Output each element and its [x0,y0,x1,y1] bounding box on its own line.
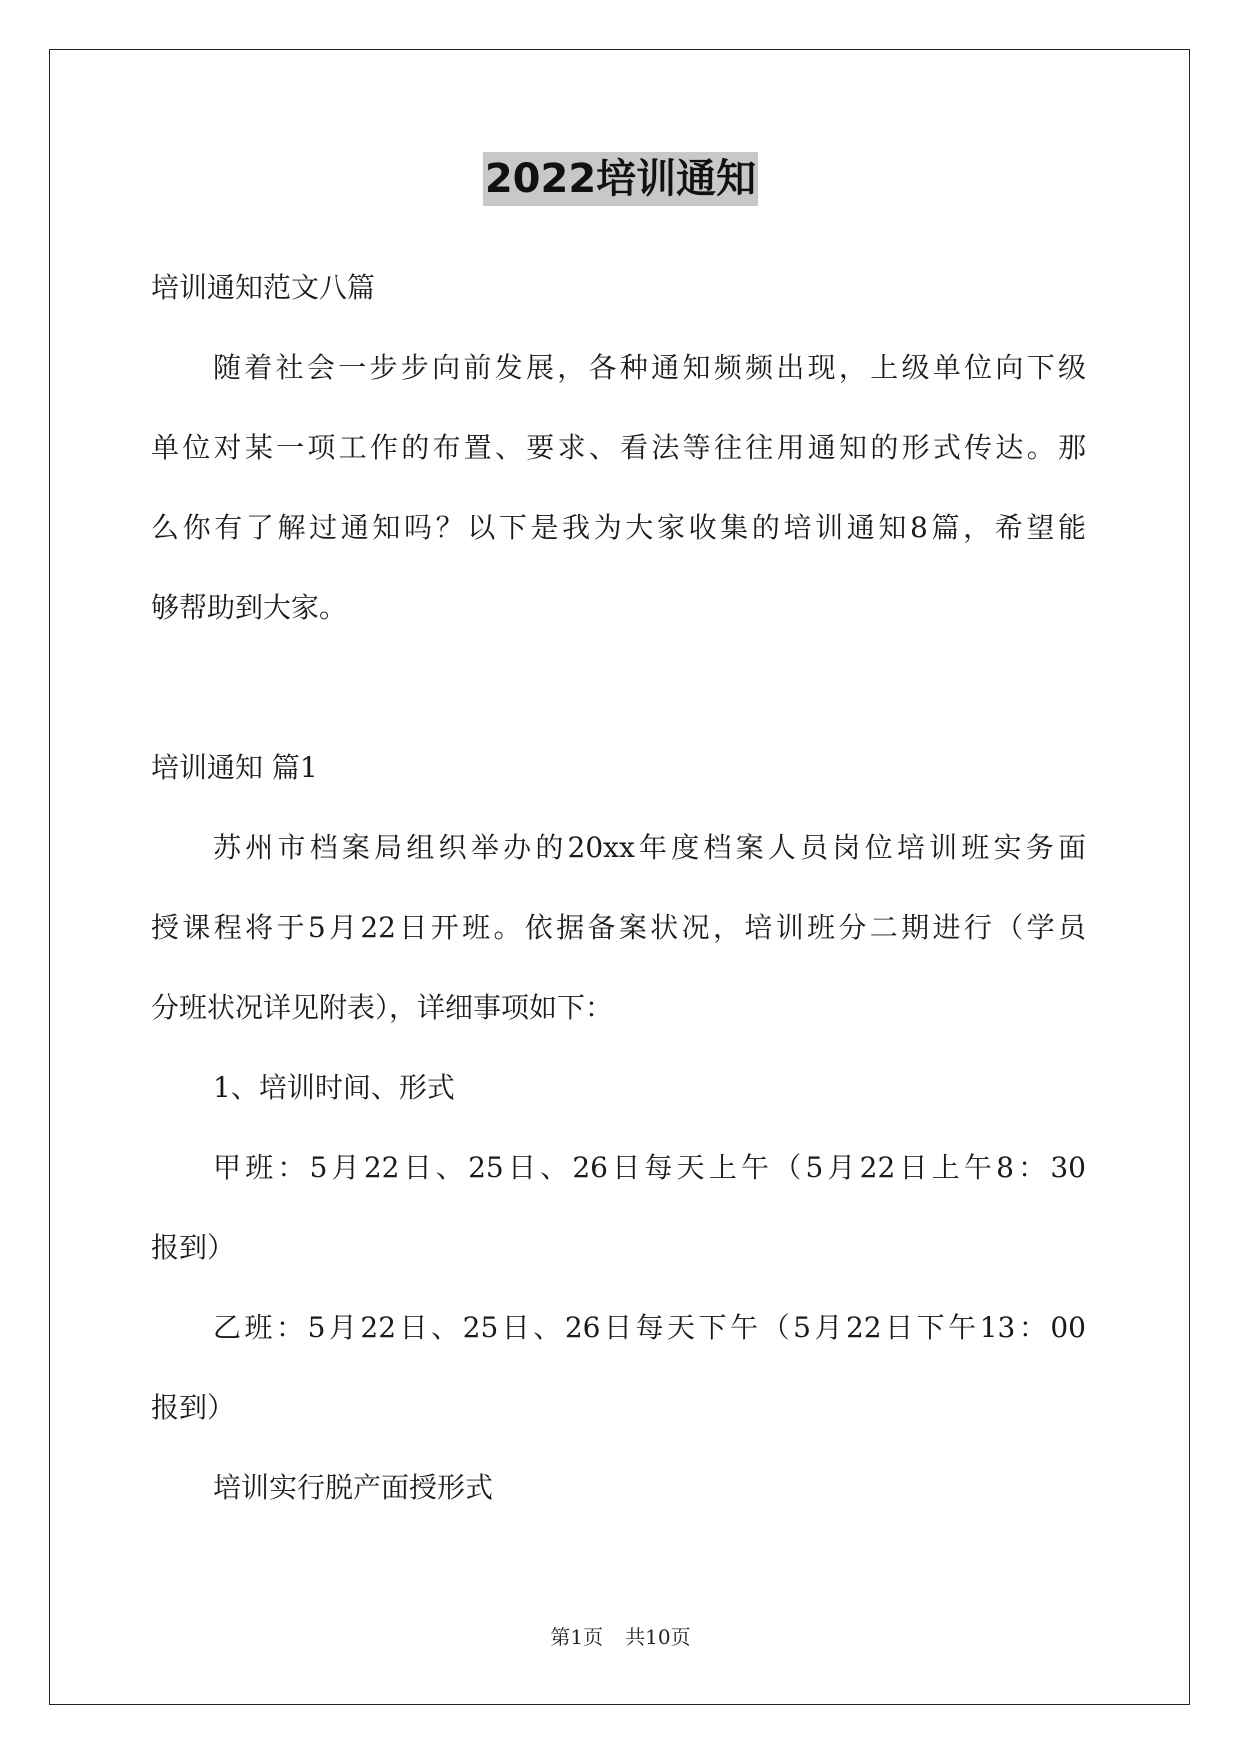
class-a-line-cont: 报到） [151,1231,236,1264]
document-title: 2022培训通知 [483,152,758,206]
class-b-line-cont: 报到） [151,1391,236,1424]
title-container [0,152,1241,206]
intro-line-3: 么你有了解过通知吗？以下是我为大家收集的培训通知8篇，希望能 [151,511,1086,544]
item-heading: 1、培训时间、形式 [213,1071,455,1104]
body-line-2: 授课程将于5月22日开班。依据备案状况，培训班分二期进行（学员 [151,911,1086,944]
intro-line-1: 随着社会一步步向前发展，各种通知频频出现，上级单位向下级 [213,351,1086,384]
body-line-3: 分班状况详见附表），详细事项如下： [151,991,614,1024]
section-heading: 培训通知 篇1 [151,751,318,784]
class-b-line: 乙班：5月22日、25日、26日每天下午（5月22日下午13：00 [213,1311,1086,1344]
class-a-line: 甲班：5月22日、25日、26日每天上午（5月22日上午8：30 [213,1151,1086,1184]
page-number: 第1页 [550,1625,604,1649]
page-footer [0,1624,1241,1650]
subtitle-line: 培训通知范文八篇 [151,271,376,304]
format-line: 培训实行脱产面授形式 [213,1471,494,1504]
intro-line-4: 够帮助到大家。 [151,591,348,624]
page-total: 共10页 [625,1625,691,1649]
body-line-1: 苏州市档案局组织举办的20xx年度档案人员岗位培训班实务面 [213,831,1086,864]
intro-line-2: 单位对某一项工作的布置、要求、看法等往往用通知的形式传达。那 [151,431,1086,464]
